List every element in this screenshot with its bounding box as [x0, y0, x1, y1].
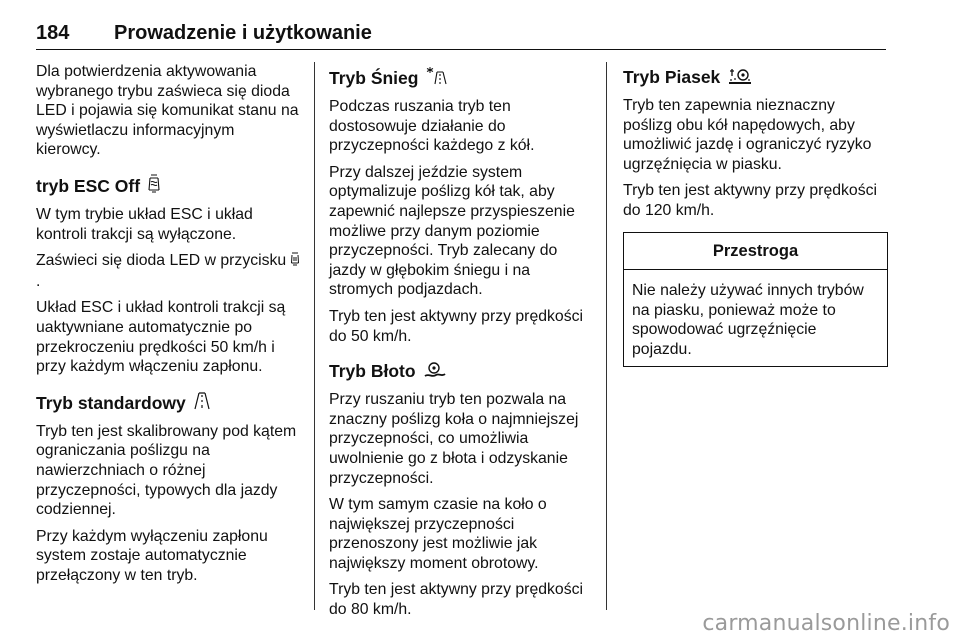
caution-box: [623, 232, 888, 367]
sand-heading-text: Tryb Piasek: [623, 67, 721, 87]
mud-paragraph-1: Przy ruszaniu tryb ten pozwala na znaczny poślizg koła o najmniejszej przyczepności, co umożliwia uwolnienie go z błota i odzyskanie przyczepności.: [329, 391, 579, 487]
esc-off-icon: [291, 252, 299, 272]
caution-body: Nie należy używać innych trybów na piasku, ponieważ może to spowodować ugrzęźnięcie pojazdu.: [632, 282, 864, 358]
esc-off-heading-text: tryb ESC Off: [36, 175, 141, 196]
mud-heading: [329, 360, 593, 384]
page-header: [36, 20, 886, 50]
esc-off-paragraph-2: [36, 251, 302, 291]
esc-off-heading: [36, 174, 302, 199]
column-divider: [314, 62, 315, 610]
sand-icon: [728, 67, 752, 90]
mud-paragraph-3: Tryb ten jest aktywny przy prędkości do 80 km/h.: [329, 581, 584, 619]
snow-paragraph-2: Przy dalszej jeździe system optymalizuje poślizg kół tak, aby zapewnić najlepsze przyspieszenie możliwe przy danym poziomie przyczepności. Tryb zalecany do jazdy w głębokim śniegu i na stromych podjazdach.: [329, 163, 575, 299]
esc-off-paragraph-2-text: Zaświeci się dioda LED w przycisku: [36, 252, 287, 270]
column-divider: [606, 62, 607, 610]
standard-paragraph-2: Przy każdym wyłączeniu zapłonu system zostaje automatycznie przełączony w ten tryb.: [36, 527, 268, 584]
sand-heading: [623, 66, 888, 90]
caution-title: Przestroga: [624, 233, 887, 271]
snow-paragraph-3: Tryb ten jest aktywny przy prędkości do 50 km/h.: [329, 307, 584, 345]
snow-icon: [426, 66, 448, 91]
standard-paragraph-1: Tryb ten jest skalibrowany pod kątem ograniczania poślizgu na nawierzchniach o różnej przyczepności, typowych dla jazdy codziennej.: [36, 422, 297, 519]
sand-paragraph-2: Tryb ten jest aktywny przy prędkości do 120 km/h.: [623, 182, 878, 219]
esc-off-paragraph-1: W tym trybie układ ESC i układ kontroli trakcji są wyłączone.: [36, 205, 253, 243]
esc-off-icon: [148, 174, 160, 199]
sand-paragraph-1: Tryb ten zapewnia nieznaczny poślizg obu kół napędowych, aby umożliwić jazdę i ograniczyć ryzyko ugrzęźnięcia w piasku.: [623, 97, 872, 173]
column-2: [329, 62, 593, 627]
snow-heading: [329, 66, 593, 91]
standard-heading-text: Tryb standardowy: [36, 392, 186, 413]
road-icon: [194, 391, 210, 416]
watermark: carmanualsonline.info: [702, 611, 950, 636]
standard-heading: [36, 391, 302, 416]
snow-heading-text: Tryb Śnieg: [329, 68, 419, 88]
intro-paragraph: Dla potwierdzenia aktywowania wybranego trybu zaświeca się dioda LED i pojawia się komunikat stanu na wyświetlaczu informacyjnym kierowcy.: [36, 63, 299, 159]
esc-off-paragraph-3: Układ ESC i układ kontroli trakcji są uaktywniane automatycznie po przekroczeniu prędkości 50 km/h i przy każdym włączeniu zapłonu.: [36, 299, 286, 376]
mud-icon: [423, 361, 447, 384]
snow-paragraph-1: Podczas ruszania tryb ten dostosowuje działanie do przyczepności każdego z kół.: [329, 98, 535, 155]
page-number: 184: [36, 22, 70, 44]
running-title: Prowadzenie i użytkowanie: [114, 22, 372, 44]
mud-paragraph-2: W tym samym czasie na koło o największej przyczepności przenoszony jest możliwie jak największy moment obrotowy.: [329, 496, 547, 572]
mud-heading-text: Tryb Błoto: [329, 361, 416, 382]
column-3: [623, 62, 888, 367]
esc-off-paragraph-2-end: .: [36, 272, 41, 290]
column-1: [36, 62, 302, 592]
